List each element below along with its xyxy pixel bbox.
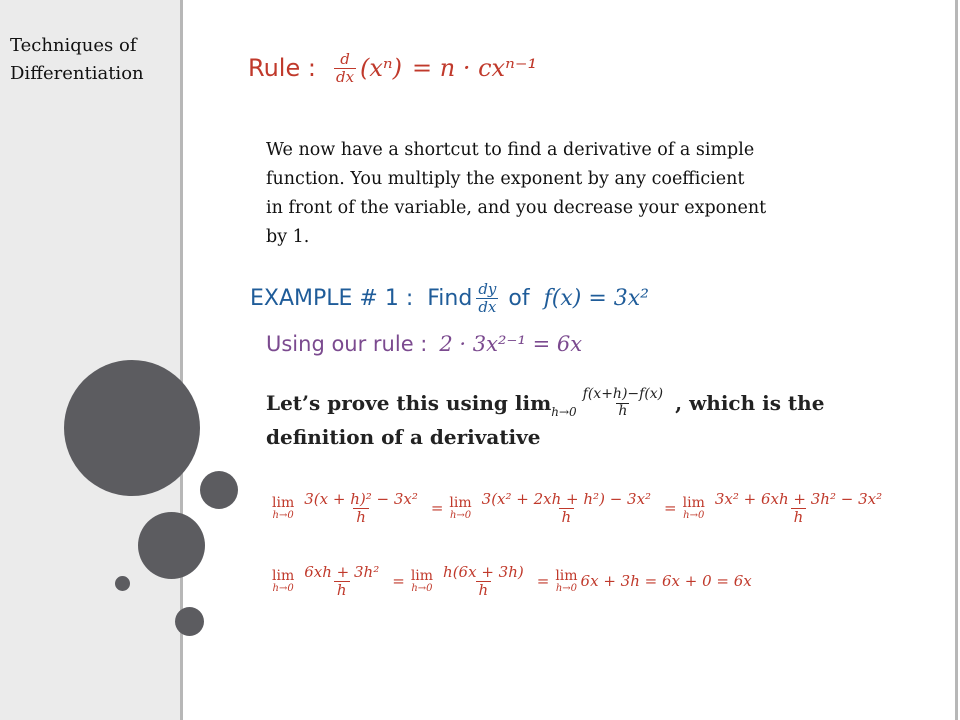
lim-word: lim: [272, 494, 295, 511]
slide-title: [10, 32, 144, 88]
power-rule: [248, 38, 537, 98]
using-label: Using our rule :: [266, 332, 428, 356]
example-dydx: [476, 281, 498, 315]
example-function: f(x) = 3x²: [543, 285, 649, 311]
prove-lim-sub: h→0: [551, 405, 577, 419]
rule-rhs: = n · cxⁿ⁻¹: [412, 54, 538, 82]
derivation-fraction: [440, 564, 527, 598]
example-of: of: [508, 285, 530, 311]
fraction-numerator: h(6x + 3h): [443, 563, 524, 581]
limit-operator: [272, 569, 294, 594]
decorative-circle: [115, 576, 130, 591]
explanation-paragraph: [266, 136, 896, 252]
limit-operator: [272, 496, 294, 521]
equals-sign: =: [664, 499, 677, 517]
equals-sign: =: [392, 572, 405, 590]
limit-operator: [411, 569, 433, 594]
derivation-row-2: [272, 555, 752, 607]
limit-operator: [555, 569, 577, 594]
derivation-fraction: [301, 564, 382, 598]
lim-word: lim: [449, 494, 472, 511]
example-dx: dx: [478, 297, 497, 316]
paragraph-line: in front of the variable, and you decrease your exponent: [266, 198, 767, 218]
lim-word: lim: [555, 567, 578, 584]
rule-lhs: (xⁿ): [360, 54, 403, 82]
derivation-fraction: [479, 491, 654, 525]
fraction-denominator: h: [559, 508, 575, 526]
fraction-numerator: 3x² + 6xh + 3h² − 3x²: [714, 490, 883, 508]
derivation-fraction: [712, 491, 885, 525]
lim-sub: h→0: [449, 509, 472, 521]
rule-derivative-operator: [334, 51, 356, 85]
using-rule-line: [266, 328, 582, 360]
lim-sub: h→0: [555, 582, 578, 594]
equals-sign: =: [536, 572, 550, 590]
sidebar: [0, 0, 180, 720]
limit-operator: [449, 496, 471, 521]
fraction-denominator: h: [791, 508, 807, 526]
paragraph-line: We now have a shortcut to find a derivative of a simple: [266, 140, 755, 160]
prove-text-before: Let’s prove this using lim: [266, 391, 552, 415]
lim-sub: h→0: [272, 582, 294, 594]
fraction-denominator: h: [334, 581, 350, 599]
prove-statement-line2: definition of a derivative: [266, 425, 541, 449]
prove-statement: [266, 378, 824, 428]
decorative-circle: [138, 512, 205, 579]
fraction-numerator: 3(x² + 2xh + h²) − 3x²: [481, 490, 652, 508]
prove-text-after: , which is the: [675, 391, 825, 415]
prove-frac-den: h: [618, 402, 628, 419]
decorative-circle: [64, 360, 200, 496]
slide-title-line1: Techniques of: [10, 35, 137, 56]
fraction-numerator: 3(x + h)² − 3x²: [304, 490, 418, 508]
slide-title-line2: Differentiation: [10, 63, 144, 84]
fraction-denominator: h: [476, 581, 492, 599]
derivation-fraction: [301, 491, 421, 525]
derivation-result: 6x + 3h = 6x + 0 = 6x: [580, 572, 752, 590]
fraction-numerator: 6xh + 3h²: [304, 563, 380, 581]
example-find: Find: [427, 285, 473, 311]
rule-d-denominator: dx: [335, 67, 355, 86]
example-label: EXAMPLE # 1 :: [250, 285, 414, 311]
lim-sub: h→0: [411, 582, 433, 594]
decorative-circle: [200, 471, 238, 509]
equals-sign: =: [430, 499, 444, 517]
lim-word: lim: [410, 567, 434, 584]
prove-difference-quotient: [581, 387, 665, 419]
rule-label: Rule :: [248, 54, 316, 82]
example-dy: dy: [478, 280, 497, 298]
lim-sub: h→0: [683, 509, 705, 521]
paragraph-line: by 1.: [266, 227, 310, 247]
rule-d-numerator: d: [340, 50, 350, 68]
fraction-denominator: h: [353, 508, 369, 526]
limit-operator: [683, 496, 705, 521]
right-border: [955, 0, 958, 720]
paragraph-line: function. You multiply the exponent by any coefficient: [266, 169, 745, 189]
example-heading: [250, 276, 649, 320]
prove-frac-num: f(x+h)−f(x): [582, 386, 664, 403]
lim-word: lim: [682, 494, 705, 511]
decorative-circle: [175, 607, 204, 636]
lim-word: lim: [272, 567, 295, 584]
using-expression: 2 · 3x²⁻¹ = 6x: [439, 332, 583, 356]
prove-lim: [266, 391, 577, 419]
derivation-row-1: [272, 482, 889, 534]
lim-sub: h→0: [272, 509, 294, 521]
